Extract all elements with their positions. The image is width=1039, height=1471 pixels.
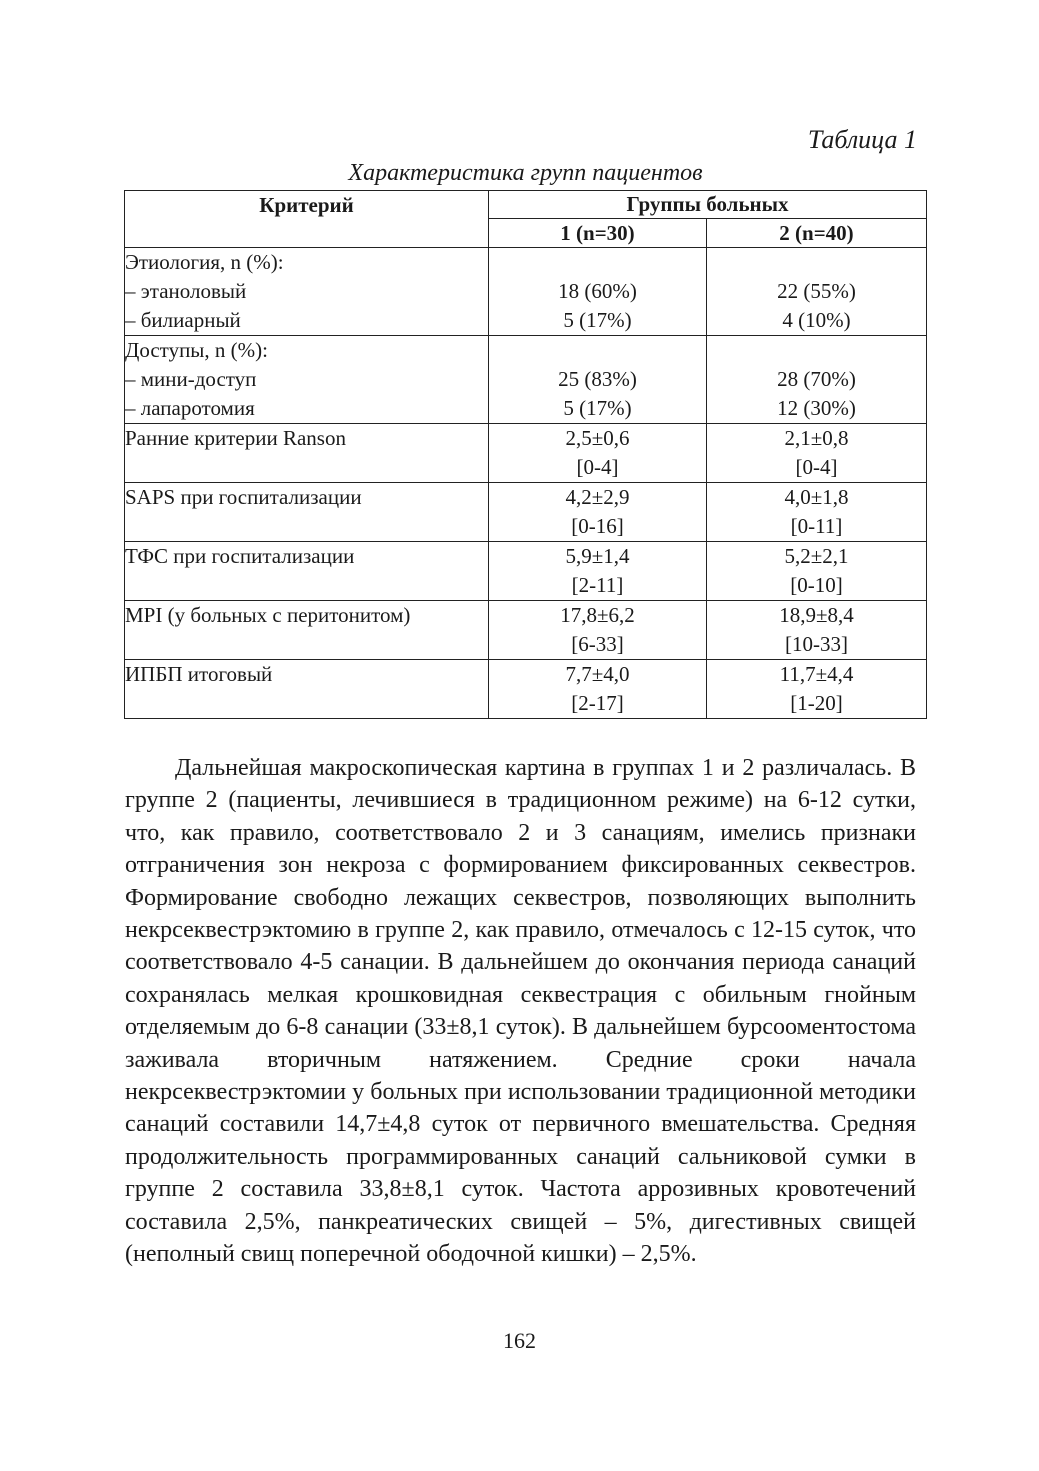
value-line: [0-11] — [790, 514, 843, 538]
value-line: 4,2±2,9 — [565, 485, 630, 509]
criterion-line: – лапаротомия — [125, 396, 255, 420]
criterion-line: – этаноловый — [125, 279, 247, 303]
paragraph: Дальнейшая макроскопическая картина в группах 1 и 2 различалась. В группе 2 (пациенты, лечившиеся в традиционном режиме) на 6-12 сутки, что, как правило, соответствовало 2 и 3 санациям, имелись признаки отграничения зон некроза с формированием фиксированных секвестров. Формирование свободно лежащих секвестров, позволяющих выполнить некрсеквестрэктомию в группе 2, как правило, отмечалось с 12-15 суток, что соответствовало 4-5 санации. В дальнейшем до окончания периода санаций сохранялась мелкая крошковидная секвестрация с обильным гнойным отделяемым до 6-8 санации (33±8,1 суток). В дальнейшем бурсооментостома заживала вторичным натяжением. Средние сроки начала некрсеквестрэктомии у больных при использовании традиционной методики санаций составили 14,7±4,8 суток от первичного вмешательства. Средняя продолжительность программированных санаций сальниковой сумки в группе 2 составила 33,8±8,1 суток. Частота аррозивных кровотечений составила 2,5%, панкреатических свищей – 5%, дигестивных свищей (неполный свищ поперечной ободочной кишки) – 2,5%. — [125, 755, 916, 1268]
group-2-cell — [707, 248, 927, 336]
body-text — [125, 752, 916, 1271]
group-2-cell — [707, 424, 927, 483]
criterion-line: – билиарный — [125, 308, 241, 332]
value-line — [707, 336, 926, 365]
value-line: 2,5±0,6 — [565, 426, 630, 450]
header-group-2: 2 (n=40) — [707, 219, 927, 248]
group-1-cell — [489, 336, 707, 424]
table-row — [125, 601, 927, 660]
criterion-line: Этиология, n (%): — [125, 250, 284, 274]
group-2-cell — [707, 483, 927, 542]
value-line: 22 (55%) — [777, 279, 856, 303]
criterion-cell: SAPS при госпитализации — [125, 483, 489, 542]
criterion-cell — [125, 248, 489, 336]
value-line: 7,7±4,0 — [565, 662, 630, 686]
patient-groups-table — [124, 190, 927, 719]
value-line: 4 (10%) — [782, 308, 851, 332]
criterion-line: Доступы, n (%): — [125, 338, 268, 362]
value-line: 5,2±2,1 — [784, 544, 849, 568]
criterion-line: – мини-доступ — [125, 367, 257, 391]
table-row — [125, 660, 927, 719]
value-line: [1-20] — [790, 691, 843, 715]
value-line: [0-16] — [571, 514, 624, 538]
value-line: 2,1±0,8 — [784, 426, 849, 450]
value-line: [10-33] — [785, 632, 848, 656]
value-line: 17,8±6,2 — [560, 603, 635, 627]
table-row — [125, 542, 927, 601]
group-1-cell — [489, 542, 707, 601]
table-row — [125, 424, 927, 483]
value-line — [489, 248, 706, 277]
header-group-1: 1 (n=30) — [489, 219, 707, 248]
table-row — [125, 336, 927, 424]
value-line: 11,7±4,4 — [779, 662, 854, 686]
group-2-cell — [707, 542, 927, 601]
value-line: 5 (17%) — [563, 396, 632, 420]
value-line — [707, 248, 926, 277]
value-line: [0-10] — [790, 573, 843, 597]
criterion-cell — [125, 336, 489, 424]
table-caption: Характеристика групп пациентов — [348, 160, 703, 186]
value-line: 5 (17%) — [563, 308, 632, 332]
page-number: 162 — [503, 1328, 536, 1353]
value-line: 12 (30%) — [777, 396, 856, 420]
group-2-cell — [707, 601, 927, 660]
criterion-cell: Ранние критерии Ranson — [125, 424, 489, 483]
table-label: Таблица 1 — [807, 125, 917, 154]
value-line: 25 (83%) — [558, 367, 637, 391]
group-2-cell — [707, 336, 927, 424]
group-1-cell — [489, 660, 707, 719]
value-line: [0-4] — [576, 455, 619, 479]
value-line: [6-33] — [571, 632, 624, 656]
group-1-cell — [489, 248, 707, 336]
group-1-cell — [489, 601, 707, 660]
header-groups: Группы больных — [489, 191, 927, 219]
value-line — [489, 336, 706, 365]
group-1-cell — [489, 483, 707, 542]
value-line: 4,0±1,8 — [784, 485, 849, 509]
criterion-cell: ТФС при госпитализации — [125, 542, 489, 601]
value-line: 18 (60%) — [558, 279, 637, 303]
group-2-cell — [707, 660, 927, 719]
value-line: 28 (70%) — [777, 367, 856, 391]
value-line: [2-11] — [571, 573, 624, 597]
value-line: [0-4] — [795, 455, 838, 479]
value-line: 5,9±1,4 — [565, 544, 630, 568]
value-line: [2-17] — [571, 691, 624, 715]
table-row — [125, 248, 927, 336]
table-row — [125, 483, 927, 542]
header-criterion: Критерий — [125, 191, 489, 248]
group-1-cell — [489, 424, 707, 483]
value-line: 18,9±8,4 — [779, 603, 854, 627]
criterion-cell: MPI (у больных с перитонитом) — [125, 601, 489, 660]
criterion-cell: ИПБП итоговый — [125, 660, 489, 719]
